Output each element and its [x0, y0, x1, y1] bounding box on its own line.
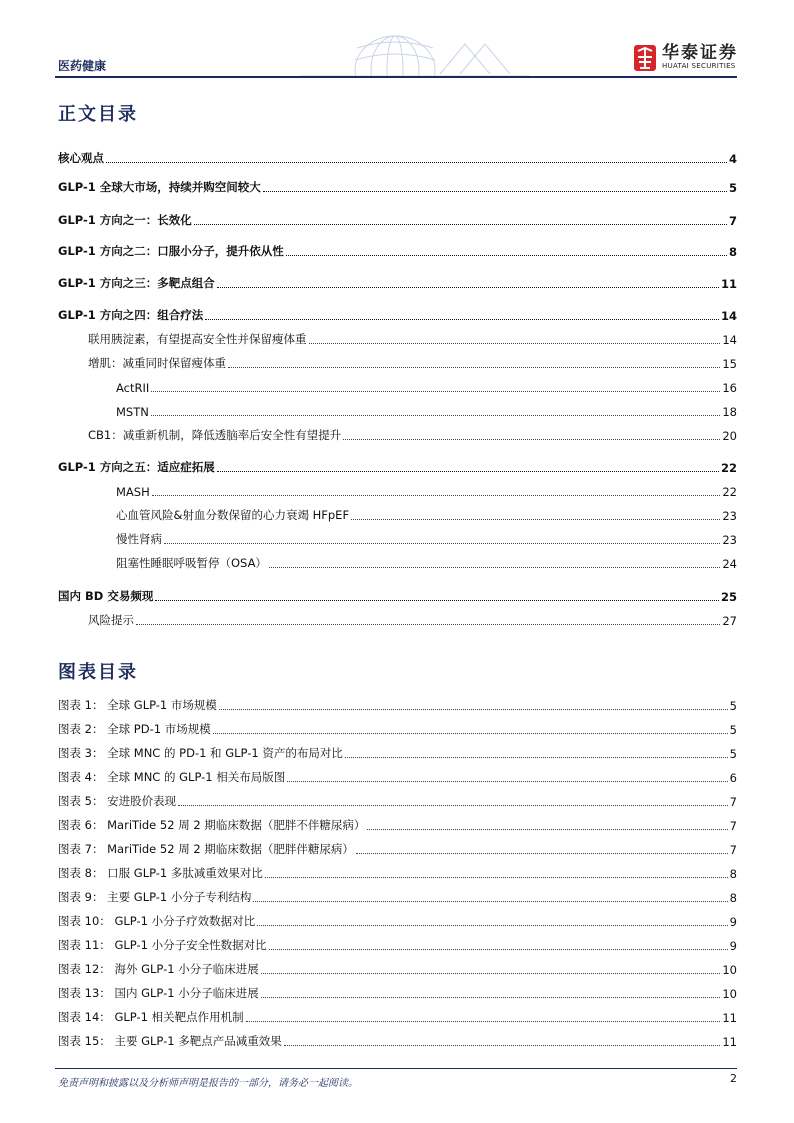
toc-entry-label: 阻塞性睡眠呼吸暂停（OSA） — [116, 556, 267, 570]
toc-entry-page: 5 — [729, 747, 737, 761]
toc-entry-page: 22 — [722, 485, 737, 499]
toc-entry-page: 23 — [722, 533, 737, 547]
toc-entry[interactable] — [58, 179, 737, 195]
toc-entry-page: 4 — [728, 152, 737, 166]
dot-leader — [367, 829, 727, 830]
toc-entry[interactable] — [58, 1009, 737, 1025]
toc-entry-page: 27 — [722, 614, 737, 628]
toc-entry-label: 图表 5： 安进股价表现 — [58, 794, 177, 808]
toc-entry-page: 9 — [729, 939, 737, 953]
dot-leader — [217, 471, 719, 472]
section-label: 医药健康 — [58, 59, 107, 73]
toc-entry-page: 5 — [729, 699, 737, 713]
dot-leader — [269, 567, 720, 568]
dot-leader — [164, 543, 720, 544]
dot-leader — [151, 391, 720, 392]
toc-entry-page: 18 — [722, 405, 737, 419]
toc-entry-page: 14 — [720, 309, 737, 323]
dot-leader — [213, 733, 728, 734]
toc-entry-label: 图表 1： 全球 GLP-1 市场规模 — [58, 698, 217, 712]
toc-entry-page: 7 — [728, 214, 737, 228]
toc-entry-page: 22 — [720, 461, 737, 475]
toc-entry-page: 24 — [722, 557, 737, 571]
toc-entry-page: 6 — [729, 771, 737, 785]
toc-entry[interactable] — [58, 212, 737, 228]
huatai-logo — [634, 44, 738, 71]
dot-leader — [178, 805, 728, 806]
page-header — [0, 0, 794, 82]
toc-entry[interactable] — [58, 243, 737, 259]
dot-leader — [257, 925, 728, 926]
toc-entry-page: 10 — [722, 963, 737, 977]
dot-leader — [228, 367, 720, 368]
dot-leader — [136, 624, 720, 625]
toc-entry-label: 图表 8： 口服 GLP-1 多肽减重效果对比 — [58, 866, 263, 880]
logo-chinese-name: 华泰证券 — [662, 43, 738, 63]
toc-entry-page: 11 — [722, 1011, 737, 1025]
toc-entry-page: 9 — [729, 915, 737, 929]
toc-entry[interactable] — [58, 961, 737, 977]
logo-english-name: HUATAI SECURITIES — [662, 62, 736, 70]
toc-entry[interactable] — [116, 379, 737, 395]
dot-leader — [343, 439, 720, 440]
toc-entry[interactable] — [116, 483, 737, 499]
toc-entry[interactable] — [58, 817, 737, 833]
toc-entry-page: 5 — [728, 181, 737, 195]
toc-entry-label: GLP-1 方向之五：适应症拓展 — [58, 460, 215, 474]
figure-list-title: 图表目录 — [58, 662, 138, 683]
toc-entry-label: 图表 13： 国内 GLP-1 小分子临床进展 — [58, 986, 259, 1000]
toc-entry[interactable] — [58, 985, 737, 1001]
toc-entry-label: 心血管风险&射血分数保留的心力衰竭 HFpEF — [116, 508, 350, 522]
dot-leader — [253, 901, 727, 902]
toc-entry[interactable] — [116, 555, 737, 571]
dot-leader — [217, 287, 719, 288]
dot-leader — [261, 997, 721, 998]
dot-leader — [151, 415, 721, 416]
globe-watermark-icon — [300, 30, 530, 78]
toc-entry[interactable] — [58, 150, 737, 166]
dot-leader — [106, 162, 727, 163]
footer-disclaimer: 免责声明和披露以及分析师声明是报告的一部分，请务必一起阅读。 — [58, 1078, 358, 1089]
dot-leader — [284, 1045, 721, 1046]
toc-entry-page: 8 — [729, 867, 737, 881]
toc-entry-page: 11 — [722, 1035, 737, 1049]
toc-entry-label: 图表 14： GLP-1 相关靶点作用机制 — [58, 1010, 244, 1024]
toc-entry-page: 16 — [722, 381, 737, 395]
toc-entry[interactable] — [58, 721, 737, 737]
toc-entry-page: 7 — [729, 795, 737, 809]
toc-entry[interactable] — [58, 769, 737, 785]
toc-entry-label: GLP-1 方向之三：多靶点组合 — [58, 276, 215, 290]
toc-entry[interactable] — [88, 331, 737, 347]
toc-entry-page: 23 — [722, 509, 737, 523]
dot-leader — [152, 495, 721, 496]
toc-entry[interactable] — [58, 937, 737, 953]
toc-entry-page: 8 — [729, 891, 737, 905]
toc-entry-page: 15 — [722, 357, 737, 371]
toc-entry[interactable] — [58, 588, 737, 604]
toc-entry-label: 图表 11： GLP-1 小分子安全性数据对比 — [58, 938, 267, 952]
toc-entry-page: 7 — [729, 843, 737, 857]
toc-entry-label: 图表 3： 全球 MNC 的 PD-1 和 GLP-1 资产的布局对比 — [58, 746, 343, 760]
toc-entry-label: 图表 7： MariTide 52 周 2 期临床数据（肥胖伴糖尿病） — [58, 842, 354, 856]
toc-entry[interactable] — [116, 531, 737, 547]
toc-entry[interactable] — [88, 427, 737, 443]
dot-leader — [261, 973, 721, 974]
toc-entry-label: 联用胰淀素，有望提高安全性并保留瘦体重 — [88, 332, 307, 346]
toc-entry[interactable] — [58, 889, 737, 905]
dot-leader — [269, 949, 728, 950]
toc-entry-page: 7 — [729, 819, 737, 833]
huatai-logo-mark-icon — [634, 45, 656, 71]
toc-entry-page: 8 — [728, 245, 737, 259]
toc-entry-label: 图表 15： 主要 GLP-1 多靶点产品减重效果 — [58, 1034, 282, 1048]
toc-entry-label: 增肌：减重同时保留瘦体重 — [88, 356, 226, 370]
dot-leader — [263, 191, 727, 192]
toc-entry-label: 图表 12： 海外 GLP-1 小分子临床进展 — [58, 962, 259, 976]
toc-entry-label: 风险提示 — [88, 613, 134, 627]
toc-entry-label: GLP-1 方向之一：长效化 — [58, 213, 192, 227]
toc-entry-label: 图表 6： MariTide 52 周 2 期临床数据（肥胖不伴糖尿病） — [58, 818, 366, 832]
dot-leader — [265, 877, 728, 878]
toc-entry[interactable] — [58, 697, 737, 713]
toc-entry[interactable] — [58, 913, 737, 929]
dot-leader — [309, 343, 721, 344]
toc-entry[interactable] — [116, 403, 737, 419]
toc-entry-label: MSTN — [116, 405, 149, 419]
dot-leader — [356, 853, 728, 854]
toc-entry[interactable] — [58, 275, 737, 291]
toc-entry-page: 14 — [722, 333, 737, 347]
header-divider — [55, 76, 737, 78]
toc-entry[interactable] — [88, 612, 737, 628]
toc-entry-label: CB1：减重新机制，降低透脑率后安全性有望提升 — [88, 428, 342, 442]
dot-leader — [194, 224, 727, 225]
toc-entry-label: 图表 2： 全球 PD-1 市场规模 — [58, 722, 211, 736]
toc-entry[interactable] — [58, 865, 737, 881]
dot-leader — [246, 1021, 721, 1022]
toc-entry[interactable] — [88, 355, 737, 371]
toc-entry-label: 国内 BD 交易频现 — [58, 589, 154, 603]
toc-entry[interactable] — [58, 1033, 737, 1049]
toc-entry-page: 10 — [722, 987, 737, 1001]
toc-entry-label: GLP-1 方向之四：组合疗法 — [58, 308, 204, 322]
toc-entry-label: 图表 10： GLP-1 小分子疗效数据对比 — [58, 914, 256, 928]
page-number: 2 — [730, 1072, 737, 1085]
toc-entry-label: 核心观点 — [58, 151, 104, 165]
dot-leader — [286, 255, 727, 256]
toc-entry-page: 5 — [729, 723, 737, 737]
dot-leader — [351, 519, 720, 520]
toc-entry-page: 20 — [722, 429, 737, 443]
toc-entry[interactable] — [58, 745, 737, 761]
toc-entry-label: MASH — [116, 485, 150, 499]
toc-entry-page: 25 — [720, 590, 737, 604]
dot-leader — [155, 600, 719, 601]
toc-entry[interactable] — [58, 307, 737, 323]
footer-divider — [55, 1068, 737, 1069]
toc-title: 正文目录 — [58, 104, 138, 125]
toc-entry-label: 慢性肾病 — [116, 532, 162, 546]
toc-entry-label: 图表 4： 全球 MNC 的 GLP-1 相关布局版图 — [58, 770, 286, 784]
toc-entry[interactable] — [116, 507, 737, 523]
dot-leader — [205, 319, 719, 320]
toc-entry-label: GLP-1 全球大市场，持续并购空间较大 — [58, 180, 261, 194]
toc-entry-page: 11 — [720, 277, 737, 291]
toc-entry[interactable] — [58, 793, 737, 809]
toc-entry-label: GLP-1 方向之二：口服小分子，提升依从性 — [58, 244, 284, 258]
toc-entry[interactable] — [58, 459, 737, 475]
toc-entry-label: ActRII — [116, 381, 150, 395]
toc-entry-label: 图表 9： 主要 GLP-1 小分子专利结构 — [58, 890, 252, 904]
dot-leader — [219, 709, 728, 710]
dot-leader — [287, 781, 727, 782]
toc-entry[interactable] — [58, 841, 737, 857]
dot-leader — [345, 757, 728, 758]
